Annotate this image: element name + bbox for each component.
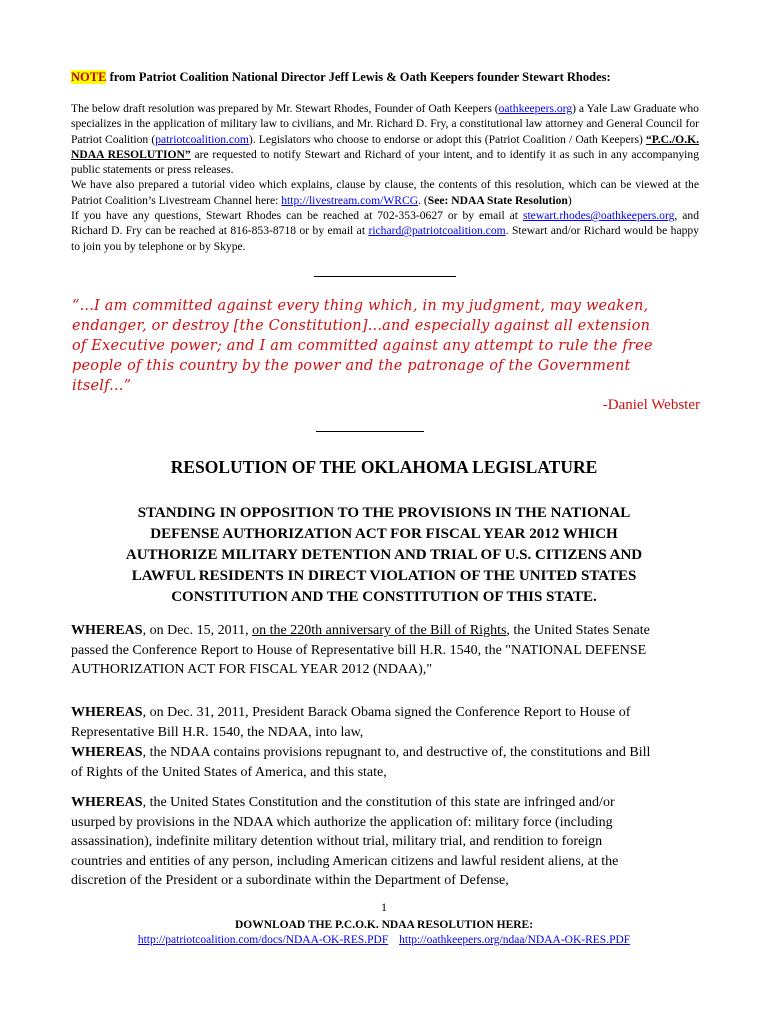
intro-video-text [71,177,699,208]
oathkeepers-pdf-link[interactable]: http://oathkeepers.org/ndaa/NDAA-OK-RES.PDF [399,934,631,946]
video-text-1: We have also prepared a tutorial video which explains, clause by clause, the contents of this resolution, which can be viewed at the Patriot Coalition’s Livestream Channel here: [71,178,699,207]
subtitle-line: STANDING IN OPPOSITION TO THE PROVISIONS IN THE NATIONAL [137,505,631,521]
whereas-keyword: WHEREAS [71,705,143,720]
whereas-line: usurped by provisions in the NDAA which authorize the application of: military force (including [71,814,613,830]
whereas-text: , on Dec. 15, 2011, [142,623,253,638]
whereas-keyword: WHEREAS [71,795,143,810]
oathkeepers-link[interactable]: oathkeepers.org [498,102,573,115]
whereas-line: assassination), indefinite military detention without trial, military trial, and rendition to foreign [71,834,603,849]
whereas-clause-1 [71,621,711,680]
livestream-link[interactable]: http://livestream.com/WRCG [281,193,419,207]
see-note: See: NDAA State Resolution [427,193,568,207]
subtitle-line: CONSTITUTION AND THE CONSTITUTION OF THIS STATE. [171,589,597,605]
whereas-line [71,703,711,723]
quote-attribution: -Daniel Webster [602,397,700,413]
resolution-name: “P.C./O.K. NDAA RESOLUTION” [71,132,700,161]
quote-line: endanger, or destroy [the Constitution]...and especially against all extension [72,318,651,334]
whereas-text: , the United States Constitution and the constitution of this state are infringed and/or [142,795,615,810]
quote-line: people of this country by the power and the patronage of the Government [72,358,631,374]
page-footer [71,900,697,947]
patriotcoalition-pdf-link[interactable]: http://patriotcoalition.com/docs/NDAA-OK-RES.PDF [137,934,389,946]
note-label: NOTE [71,70,107,84]
webster-quote [72,296,712,396]
download-label: DOWNLOAD THE P.C.O.K. NDAA RESOLUTION HERE: [234,919,534,931]
contact-text-3: . Stewart and/or Richard would be happy to join you by telephone or by Skype. [71,224,699,253]
intro-text-3: ). Legislators who choose to endorse or adopt this (Patriot Coalition / Oath Keepers) [248,132,646,146]
note-heading [71,70,711,85]
note-heading-text: from Patriot Coalition National Director Jeff Lewis & Oath Keepers founder Stewart Rhodes: [106,70,611,84]
whereas-text: , the United States Senate [506,623,650,638]
subtitle-line: DEFENSE AUTHORIZATION ACT FOR FISCAL YEAR 2012 WHICH [150,526,618,542]
whereas-line: discretion of the President or a subordinate within the Department of Defense, [71,873,509,888]
whereas-clause-2 [71,703,711,742]
whereas-line: AUTHORIZATION ACT FOR FISCAL YEAR 2012 (NDAA)," [71,662,433,677]
video-text-2: . ( [418,193,428,207]
whereas-text: , on Dec. 31, 2011, President Barack Obama signed the Conference Report to House of [142,705,631,720]
whereas-line: of Rights of the United States of America, and this state, [71,764,387,780]
whereas-line [71,621,711,641]
whereas-line: countries and entities of any person, including American citizens and lawful resident aliens, at the [71,853,619,869]
page-number: 1 [381,900,387,914]
intro-text-4: are requested to notify Stewart and Richard of your intent, and to identify it as such in any accompanying public statements or press releases. [71,147,699,177]
quote-line: “...I am committed against every thing which, in my judgment, may weaken, [72,298,649,314]
contact-text-2: , and Richard D. Fry can be reached at 816-853-8718 or by email at [71,209,699,238]
divider-bottom [316,431,424,432]
intro-text-2: ) a Yale Law Graduate who specializes in the application of military law to civilians, and Mr. Richard D. Fry, a constitutional law attorney and General Council for Patriot Coalition ( [71,102,699,146]
whereas-clause-4 [71,793,711,891]
intro-paragraph [71,101,699,254]
bill-of-rights-anniversary: on the 220th anniversary of the Bill of Rights [252,623,507,638]
whereas-line [71,743,711,763]
quote-line: of Executive power; and I am committed against any attempt to rule the free [72,338,653,354]
resolution-title: RESOLUTION OF THE OKLAHOMA LEGISLATURE [170,457,598,477]
intro-text-1: The below draft resolution was prepared by Mr. Stewart Rhodes, Founder of Oath Keepers ( [71,102,499,115]
whereas-line: Representative Bill H.R. 1540, the NDAA, into law, [71,724,364,740]
resolution-subtitle [71,503,697,608]
whereas-keyword: WHEREAS [71,623,143,638]
whereas-line [71,793,711,813]
intro-authors-text [71,101,699,177]
intro-contact-text [71,208,699,254]
whereas-keyword: WHEREAS [71,745,143,760]
patriotcoalition-link[interactable]: patriotcoalition.com [155,132,249,146]
divider-top [314,276,456,277]
quote-line: itself...” [72,378,132,394]
whereas-clause-3 [71,743,711,782]
subtitle-line: AUTHORIZE MILITARY DETENTION AND TRIAL OF U.S. CITIZENS AND [125,547,643,563]
subtitle-line: LAWFUL RESIDENTS IN DIRECT VIOLATION OF THE UNITED STATES [131,568,637,584]
contact-text-1: If you have any questions, Stewart Rhodes can be reached at 702-353-0627 or by email at [71,209,523,223]
video-text-3: ) [567,193,572,207]
richard-email-link[interactable]: richard@patriotcoalition.com [368,224,506,238]
download-links [71,933,697,947]
whereas-text: , the NDAA contains provisions repugnant to, and destructive of, the constitutions and Bill [142,745,651,760]
whereas-line: passed the Conference Report to House of Representative bill H.R. 1540, the "NATIONAL DEFENSE [71,642,647,658]
stewart-email-link[interactable]: stewart.rhodes@oathkeepers.org [522,209,675,223]
